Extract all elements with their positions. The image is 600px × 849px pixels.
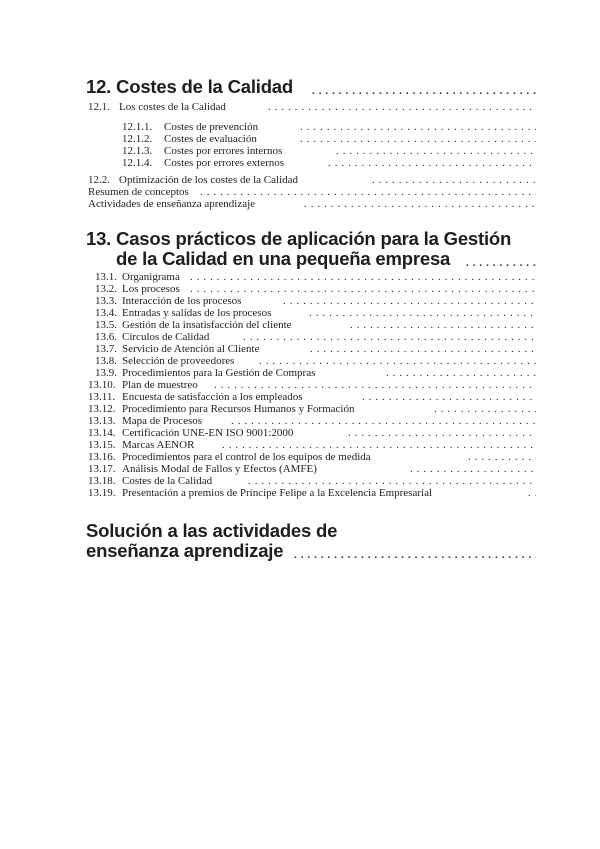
- entry-title: Organigrama: [122, 271, 183, 284]
- section-13-title-line1: 13. Casos prácticos de aplicación para la Gestión: [86, 228, 512, 249]
- entry-title: Los costes de la Calidad: [119, 101, 229, 114]
- entry-title: Servicio de Atención al Cliente: [122, 343, 262, 356]
- entry-title: Mapa de Procesos: [122, 415, 205, 428]
- entry-number: 12.1.1.: [122, 121, 153, 133]
- entry-title: Procedimientos para el control de los equipos de medida: [122, 451, 374, 464]
- section-12-title: 12. Costes de la Calidad: [86, 76, 294, 97]
- entry-title: Selección de proveedores: [122, 355, 237, 368]
- entry-title: Costes de la Calidad: [122, 475, 215, 488]
- entry-title: Los procesos: [122, 283, 183, 296]
- entry-number: 12.2.: [88, 174, 110, 186]
- entry-title: Marcas AENOR: [122, 439, 197, 452]
- entry-number: 13.2.: [95, 283, 117, 295]
- entry-title: Costes por errores internos: [164, 145, 285, 158]
- entry-title: Plan de muestreo: [122, 379, 201, 392]
- entry-number: 13.17.: [88, 463, 116, 475]
- entry-number: 13.3.: [95, 295, 117, 307]
- entry-number: 13.13.: [88, 415, 116, 427]
- entry-title: Certificación UNE-EN ISO 9001:2000: [122, 427, 296, 440]
- entry-title: Procedimientos para la Gestión de Compras: [122, 367, 318, 380]
- entry-number: 13.7.: [95, 343, 117, 355]
- leader-dots: [304, 198, 536, 211]
- section-13-title-line2: de la Calidad en una pequeña empresa: [116, 248, 451, 269]
- entry-title: Costes de evaluación: [164, 133, 260, 146]
- entry-number: 12.1.4.: [122, 157, 153, 169]
- leader-dots: [294, 545, 536, 559]
- entry-number: 13.5.: [95, 319, 117, 331]
- entry-title: Resumen de conceptos: [88, 186, 192, 199]
- entry-title: Círculos de Calidad: [122, 331, 212, 344]
- entry-number: 13.4.: [95, 307, 117, 319]
- entry-title: Costes por errores externos: [164, 157, 287, 170]
- entry-title: Actividades de enseñanza aprendizaje: [88, 198, 258, 211]
- entry-title: Entradas y salidas de los procesos: [122, 307, 274, 320]
- toc-entry[interactable]: [88, 198, 536, 211]
- solutions-title-line1: Solución a las actividades de: [86, 520, 338, 541]
- entry-number: 13.14.: [88, 427, 116, 439]
- solutions-heading: [86, 521, 536, 563]
- entry-number: 13.11.: [88, 391, 116, 403]
- toc-entry[interactable]: [122, 157, 536, 170]
- section-12-heading: [86, 77, 536, 99]
- entry-title: Análisis Modal de Fallos y Efectos (AMFE): [122, 463, 320, 476]
- toc-entry[interactable]: [88, 101, 536, 114]
- entry-number: 13.12.: [88, 403, 116, 415]
- leader-dots: [312, 81, 536, 95]
- leader-dots: [328, 157, 536, 170]
- entry-number: 13.10.: [88, 379, 116, 391]
- entry-title: Encuesta de satisfacción a los empleados: [122, 391, 306, 404]
- entry-title: Presentación a premios de Príncipe Felipe a la Excelencia Empresarial: [122, 487, 435, 500]
- entry-number: 13.1.: [95, 271, 117, 283]
- toc-entry[interactable]: [88, 487, 536, 500]
- leader-dots: [268, 101, 536, 114]
- entry-title: Gestión de la insatisfacción del cliente: [122, 319, 295, 332]
- entry-number: 13.19.: [88, 487, 116, 499]
- entry-number: 12.1.2.: [122, 133, 153, 145]
- entry-number: 12.1.: [88, 101, 110, 113]
- leader-dots: [466, 253, 536, 267]
- entry-title: Costes de prevención: [164, 121, 261, 134]
- solutions-title-line2: enseñanza aprendizaje: [86, 540, 284, 561]
- section-13-heading: [86, 229, 536, 271]
- entry-number: 13.15.: [88, 439, 116, 451]
- entry-number: 13.8.: [95, 355, 117, 367]
- entry-title: Interacción de los procesos: [122, 295, 244, 308]
- entry-title: Procedimiento para Recursos Humanos y Formación: [122, 403, 357, 416]
- entry-number: 13.6.: [95, 331, 117, 343]
- entry-number: 13.18.: [88, 475, 116, 487]
- entry-number: 13.16.: [88, 451, 116, 463]
- entry-number: 12.1.3.: [122, 145, 153, 157]
- leader-dots: [528, 487, 536, 500]
- entry-title: Optimización de los costes de la Calidad: [119, 174, 301, 187]
- entry-number: 13.9.: [95, 367, 117, 379]
